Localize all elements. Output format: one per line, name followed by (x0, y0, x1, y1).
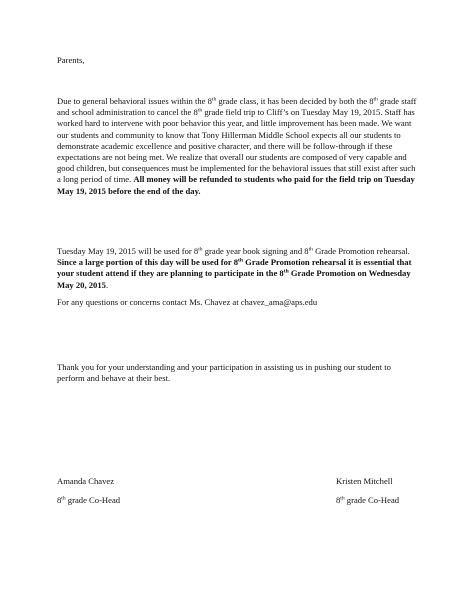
p2-text-c: Grade Promotion rehearsal. (312, 246, 410, 256)
sig-right-sup: th (340, 495, 345, 502)
p2-bold-sup-a: th (238, 257, 244, 264)
sig-right-num: 8 (336, 495, 341, 505)
sig-left-rest: grade Co-Head (65, 495, 121, 505)
refund-notice: All money will be refunded to students who paid for the field trip on Tuesday May 19, 2015 before the end of the day. (57, 174, 415, 196)
p1-text-a: Due to general behavioral issues within the 8 (57, 96, 212, 106)
paragraph-promotion-rehearsal (57, 246, 419, 291)
attendance-notice (57, 257, 411, 289)
p1-sup-b: th (373, 96, 378, 103)
sig-left-sup: th (61, 495, 66, 502)
p2-end: . (105, 279, 109, 290)
signature-title-right (336, 495, 399, 506)
paragraph-thanks: Thank you for your understanding and your participation in assisting us in pushing our student to perform and behave at their best. (57, 362, 391, 384)
sig-left-num: 8 (57, 495, 62, 505)
p1-text-c: grade staff and school administration to cancel the 8 (57, 96, 417, 118)
salutation: Parents, (57, 55, 85, 65)
paragraph-field-trip-cancellation (57, 96, 419, 197)
signature-name-right: Kristen Mitchell (336, 476, 393, 486)
p1-sup-c: th (197, 107, 203, 114)
p2-bold-b: Grade Promotion rehearsal it is essential that your student attend if they are planning to participate in the 8 (57, 257, 412, 279)
sig-right-rest: grade Co-Head (344, 495, 400, 505)
p2-sup-a: th (198, 246, 203, 253)
signature-title-left (57, 495, 120, 506)
p1-sup-a: th (211, 96, 217, 103)
p2-text-a: Tuesday May 19, 2015 will be used for 8 (57, 246, 199, 256)
p2-bold-c: Grade Promotion on Wednesday May 20, 2015 (57, 268, 411, 290)
p2-sup-b: th (308, 246, 313, 253)
p2-bold-sup-b: th (283, 268, 289, 275)
p2-text-b: grade year book signing and 8 (202, 246, 309, 256)
paragraph-contact: For any questions or concerns contact Ms. Chavez at chavez_ama@aps.edu (57, 297, 318, 307)
signature-name-left: Amanda Chavez (57, 476, 115, 486)
p2-bold-a: Since a large portion of this day will be used for 8 (57, 257, 239, 268)
p1-text-d: grade field trip to Cliff’s on Tuesday May 19, 2015. Staff has worked hard to intervene with poor behavior this year, and little improvement has been made. We want our students and community to know that Tony Hillerman Middle School expects all our students to demonstrate academic excellence and positive character, and there will be follow-through if these expectations are not being met. We realize that overall our students are composed of very capable and good children, but consequences must be implemented for the behavioral issues that still exist after such a long period of time. (57, 107, 416, 185)
p1-text-b: grade class, it has been decided by both the 8 (216, 96, 374, 106)
